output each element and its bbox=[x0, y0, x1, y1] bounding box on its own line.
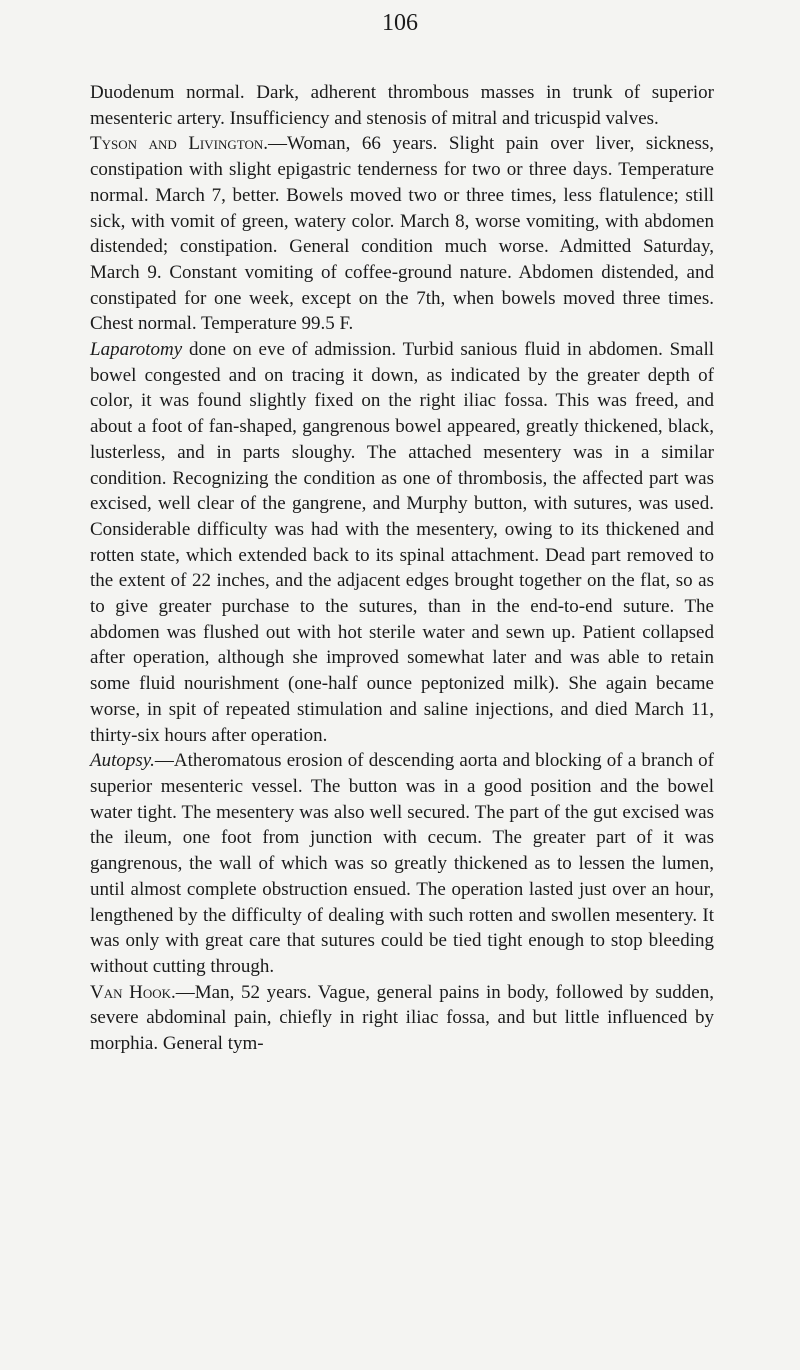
case-heading: Tyson and Livington. bbox=[90, 133, 268, 155]
paragraph-text: —Man, 52 years. Vague, general pains in body, followed by sudden, severe abdominal pain, chiefly in right iliac fossa, and but little influenced by morphia. General tym- bbox=[90, 981, 714, 1055]
page-number: 106 bbox=[382, 10, 418, 36]
paragraph-text: done on eve of admission. Turbid sanious fluid in abdomen. Small bowel congested and on tracing it down, as indicated by the greater depth of color, it was found slightly fixed on the right iliac fossa. This was freed, and about a foot of fan-shaped, gangrenous bowel appeared, greatly thickened, black, lusterless, and in parts sloughy. The attached mesentery was in a similar condition. Recognizing the condition as one of thrombosis, the affected part was excised, well clear of the gangrene, and Murphy button, with sutures, was used. Considerable difficulty was had with the mesentery, owing to its thickened and rotten state, which extended back to its spinal attachment. Dead part removed to the extent of 22 inches, and the adjacent edges brought together on the flat, so as to give greater purchase to the sutures, than in the end-to-end suture. The abdomen was flushed out with hot sterile water and sewn up. Patient collapsed after operation, although she improved somewhat later and was able to retain some fluid nourishment (one-half ounce peptonized milk). She again became worse, in spit of repeated stimulation and saline injections, and died March 11, thirty-six hours after operation. bbox=[90, 339, 714, 746]
paragraph-autopsy bbox=[90, 748, 714, 979]
paragraph-tyson-livington bbox=[90, 131, 714, 337]
section-heading: Autopsy. bbox=[90, 750, 155, 772]
paragraph-duodenum bbox=[90, 80, 714, 131]
section-heading: Laparotomy bbox=[90, 339, 183, 361]
paragraph-text: —Woman, 66 years. Slight pain over liver, sickness, constipation with slight epigastric tenderness for two or three days. Temperature normal. March 7, better. Bowels moved two or three times, less flatulence; still sick, with vomit of green, watery color. March 8, worse vomiting, with abdomen distended; constipation. General condition much worse. Admitted Saturday, March 9. Constant vomiting of coffee-ground nature. Abdomen distended, and constipated for one week, except on the 7th, when bowels moved three times. Chest normal. Temperature 99.5 F. bbox=[90, 133, 714, 335]
case-heading: Van Hook. bbox=[90, 981, 176, 1003]
body-text bbox=[90, 80, 714, 1057]
paragraph-laparotomy bbox=[90, 337, 714, 748]
paragraph-text: Duodenum normal. Dark, adherent thrombous masses in trunk of superior mesenteric artery. Insufficiency and stenosis of mitral and tricuspid valves. bbox=[90, 82, 714, 129]
paragraph-van-hook bbox=[90, 980, 714, 1057]
paragraph-text: —Atheromatous erosion of descending aorta and blocking of a branch of superior mesenteric vessel. The button was in a good position and the bowel water tight. The mesentery was also well secured. The part of the gut excised was the ileum, one foot from junction with cecum. The greater part of it was gangrenous, the wall of which was so greatly thickened as to lessen the lumen, until almost complete obstruction ensued. The operation lasted just over an hour, lengthened by the difficulty of dealing with such rotten and swollen mesentery. It was only with great care that sutures could be tied tight enough to stop bleeding without cutting through. bbox=[90, 750, 714, 977]
